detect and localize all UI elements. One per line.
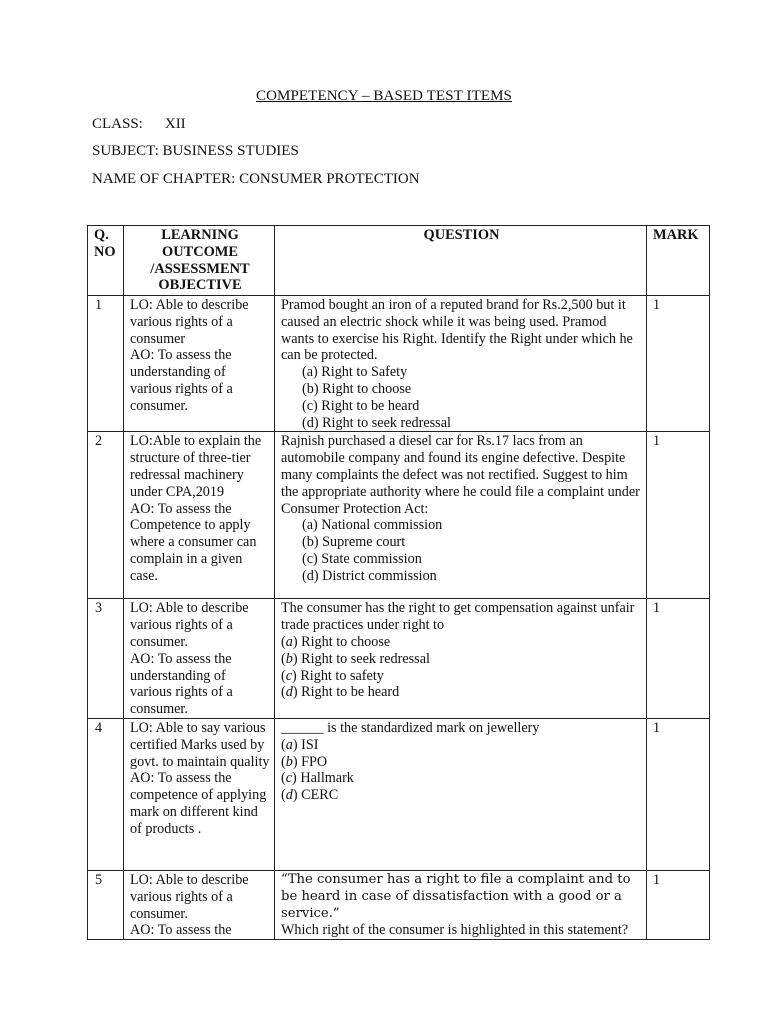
mark-value: 1 — [647, 599, 710, 719]
question-text: The consumer has the right to get compensation against unfair trade practices under right to — [281, 600, 635, 634]
option-list — [281, 364, 642, 431]
question-text: ______ is the standardized mark on jewellery — [281, 719, 540, 736]
class-label: CLASS: — [92, 116, 143, 132]
question-cell — [275, 432, 647, 599]
mark-value: 1 — [647, 296, 710, 432]
option-letter: b — [285, 650, 293, 667]
table-row — [88, 718, 710, 870]
assessment-objective: AO: To assess the competence of applying mark on different kind of products . — [130, 770, 267, 837]
learning-outcome: LO: Able to describe various rights of a consumer. — [130, 600, 249, 650]
option-item: (a) Right to choose — [281, 633, 391, 650]
option-item: (b) Supreme court — [302, 534, 406, 551]
table-row — [88, 870, 710, 939]
option-text: CERC — [301, 787, 339, 804]
option-list — [281, 517, 642, 584]
option-text: Right to seek redressal — [301, 650, 430, 667]
question-number: 3 — [88, 599, 124, 719]
learning-outcome: LO:Able to explain the structure of three-tier redressal machinery under CPA,2019 — [130, 433, 262, 500]
option-letter: b — [285, 753, 293, 770]
option-item: (b) Right to seek redressal — [281, 650, 430, 667]
mark-value: 1 — [647, 718, 710, 870]
header-mark: MARK — [647, 226, 710, 296]
header-question: QUESTION — [275, 226, 647, 296]
learning-outcome: LO: Able to describe various rights of a consumer. — [130, 871, 249, 922]
option-letter: d — [285, 684, 293, 701]
option-text: Hallmark — [300, 770, 354, 787]
option-item: (d) CERC — [281, 787, 339, 804]
option-list — [281, 737, 642, 804]
question-number: 2 — [88, 432, 124, 599]
option-letter: a — [285, 736, 293, 753]
option-item: (b) FPO — [281, 753, 328, 770]
class-value: XII — [164, 116, 186, 132]
option-item: (d) Right to seek redressal — [302, 414, 451, 431]
class-line — [92, 116, 186, 133]
option-item: (a) National commission — [302, 517, 443, 534]
option-item: (d) District commission — [302, 567, 437, 584]
outcome-cell — [124, 296, 275, 432]
question-number: 5 — [88, 870, 124, 939]
outcome-cell — [124, 599, 275, 719]
question-cell — [275, 870, 647, 939]
option-item: (a) ISI — [281, 736, 319, 753]
test-items-table — [87, 225, 710, 940]
header-qno: Q. NO — [88, 226, 124, 296]
option-item: (c) State commission — [302, 550, 422, 567]
question-cell — [275, 718, 647, 870]
mark-value: 1 — [647, 870, 710, 939]
question-quote: “The consumer has a right to file a complaint and to be heard in case of dissatisfaction with a good or a service.” — [281, 871, 631, 921]
table-row — [88, 296, 710, 432]
assessment-objective: AO: To assess the — [130, 922, 232, 939]
table-row — [88, 599, 710, 719]
mark-value: 1 — [647, 432, 710, 599]
question-text: Rajnish purchased a diesel car for Rs.17 lacs from an automobile company and found its engine defective. Despite many complaints the defect was not rectified. Suggest to him the appropriate authority where he could file a complaint under Consumer Protection Act: — [281, 433, 640, 517]
assessment-objective: AO: To assess the understanding of various rights of a consumer. — [130, 347, 233, 414]
option-letter: d — [285, 787, 293, 804]
option-text: ISI — [301, 736, 319, 753]
option-item: (b) Right to choose — [302, 380, 412, 397]
option-item: (c) Right to be heard — [302, 397, 420, 414]
option-letter: c — [285, 667, 293, 684]
question-text: Which right of the consumer is highlighted in this statement? — [281, 922, 629, 939]
option-text: Right to safety — [300, 667, 384, 684]
question-cell — [275, 296, 647, 432]
option-item: (a) Right to Safety — [302, 364, 408, 381]
option-text: Right to be heard — [301, 684, 400, 701]
document-title: COMPETENCY – BASED TEST ITEMS — [256, 88, 512, 104]
subject-line: SUBJECT: BUSINESS STUDIES — [92, 143, 299, 159]
option-item: (c) Right to safety — [281, 667, 384, 684]
question-number: 4 — [88, 718, 124, 870]
option-text: Right to choose — [301, 633, 391, 650]
option-letter: a — [285, 633, 293, 650]
question-cell — [275, 599, 647, 719]
option-text: FPO — [301, 753, 328, 770]
assessment-objective: AO: To assess the understanding of various rights of a consumer. — [130, 650, 233, 718]
outcome-cell — [124, 432, 275, 599]
chapter-line: NAME OF CHAPTER: CONSUMER PROTECTION — [92, 171, 420, 187]
header-learning-outcome: LEARNING OUTCOME /ASSESSMENT OBJECTIVE — [124, 226, 275, 296]
option-item: (c) Hallmark — [281, 770, 354, 787]
assessment-objective: AO: To assess the Competence to apply where a consumer can complain in a given case. — [130, 500, 257, 584]
outcome-cell — [124, 718, 275, 870]
outcome-cell — [124, 870, 275, 939]
option-letter: c — [285, 770, 293, 787]
table-header-row — [88, 226, 710, 296]
question-number: 1 — [88, 296, 124, 432]
table-row — [88, 432, 710, 599]
question-text: Pramod bought an iron of a reputed brand for Rs.2,500 but it caused an electric shock while it was being used. Pramod wants to exercise his Right. Identify the Right under which he can be protected. — [281, 297, 633, 364]
learning-outcome: LO: Able to say various certified Marks used by govt. to maintain quality — [130, 719, 270, 770]
option-item: (d) Right to be heard — [281, 684, 400, 701]
learning-outcome: LO: Able to describe various rights of a consumer — [130, 297, 249, 347]
option-list — [281, 634, 642, 701]
